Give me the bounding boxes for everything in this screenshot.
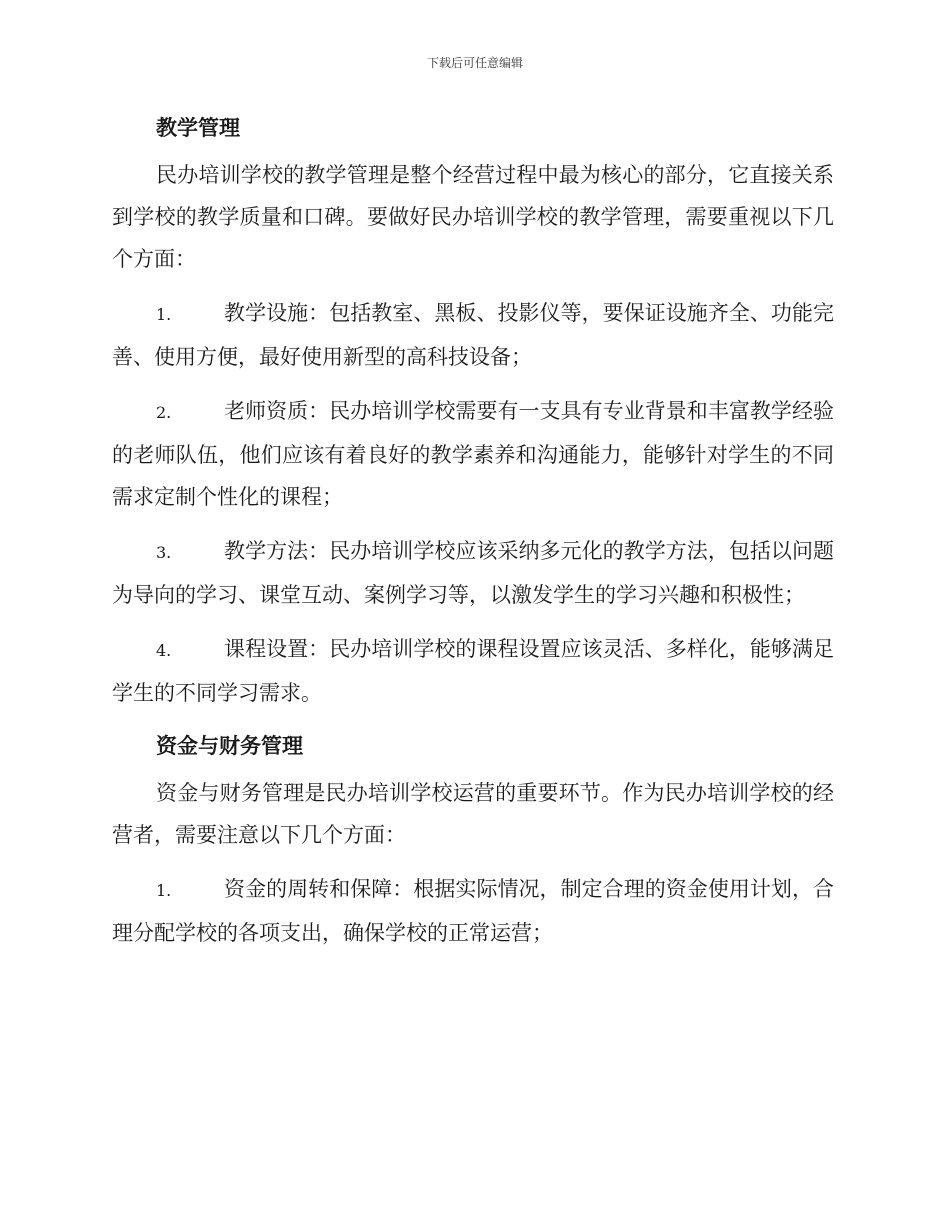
section-intro: 资金与财务管理是民办培训学校运营的重要环节。作为民办培训学校的经营者，需要注意以下几个方面： [112, 781, 834, 847]
header-note: 下载后可任意编辑 [426, 56, 523, 70]
list-item [112, 530, 834, 616]
list-number: 3. [156, 543, 172, 562]
list-text: 老师资质：民办培训学校需要有一支具有专业背景和丰富教学经验的老师队伍，他们应该有着良好的教学素养和沟通能力，能够针对学生的不同需求定制个性化的课程； [112, 399, 834, 509]
section-intro: 民办培训学校的教学管理是整个经营过程中最为核心的部分，它直接关系到学校的教学质量和口碑。要做好民办培训学校的教学管理，需要重视以下几个方面： [112, 163, 834, 271]
list-item [112, 292, 834, 378]
list-item [112, 390, 834, 518]
list-text: 资金的周转和保障：根据实际情况，制定合理的资金使用计划，合理分配学校的各项支出，确保学校的正常运营； [112, 877, 834, 945]
list-number: 1. [156, 881, 172, 900]
list-text: 课程设置：民办培训学校的课程设置应该灵活、多样化，能够满足学生的不同学习需求。 [112, 637, 834, 705]
list-item [112, 628, 834, 714]
list-number: 1. [156, 305, 172, 324]
list-number: 4. [156, 641, 172, 660]
list-text: 教学方法：民办培训学校应该采纳多元化的教学方法，包括以问题为导向的学习、课堂互动、案例学习等，以激发学生的学习兴趣和积极性； [112, 539, 834, 607]
document-body [112, 108, 834, 954]
section-heading: 资金与财务管理 [156, 733, 303, 758]
list-item [112, 868, 834, 954]
list-number: 2. [156, 403, 172, 422]
list-text: 教学设施：包括教室、黑板、投影仪等，要保证设施齐全、功能完善、使用方便，最好使用新型的高科技设备； [112, 301, 834, 369]
section-heading: 教学管理 [156, 115, 240, 140]
